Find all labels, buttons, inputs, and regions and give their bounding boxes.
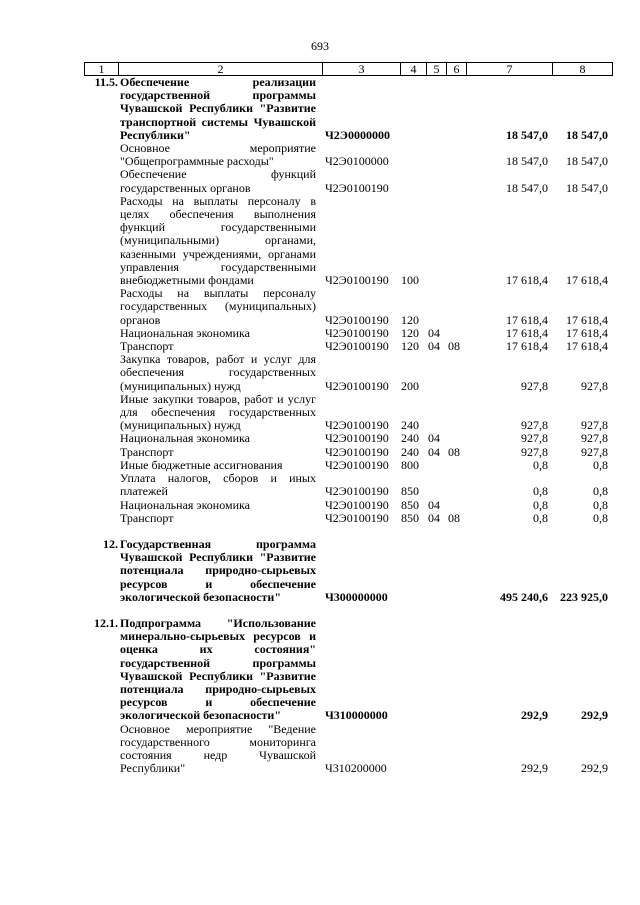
row-name: Обеспечение реализации государственной программы Чувашской Республики "Развитие транспортной системы Чувашской Республики" bbox=[120, 75, 316, 142]
row-name: Государственная программа Чувашской Республики "Развитие потенциала природно-сырьевых ресурсов и обеспечение экологической безопасности" bbox=[120, 536, 316, 604]
row-amount-year-2: 0,8 bbox=[593, 497, 608, 512]
row-name: Основное мероприятие "Ведение государственного мониторинга состояния недр Чувашской Республики" bbox=[120, 721, 316, 776]
row-name: Расходы на выплаты персоналу государственных (муниципальных) органов bbox=[120, 286, 316, 327]
row-section: 04 bbox=[428, 325, 440, 340]
column-header-1: 1 bbox=[85, 63, 119, 76]
row-amount-year-1: 495 240,6 bbox=[500, 589, 548, 604]
table-row bbox=[0, 76, 640, 142]
row-amount-year-1: 927,8 bbox=[521, 418, 548, 433]
row-amount-year-2: 292,9 bbox=[581, 761, 608, 776]
table-row bbox=[0, 446, 640, 459]
row-amount-year-1: 927,8 bbox=[521, 431, 548, 446]
row-section: 04 bbox=[428, 431, 440, 446]
row-amount-year-1: 17 618,4 bbox=[506, 325, 548, 340]
row-expense-type: 800 bbox=[401, 457, 419, 472]
row-subsection: 08 bbox=[448, 339, 460, 354]
row-number: 11.5. bbox=[94, 75, 118, 89]
column-header-row bbox=[85, 63, 613, 76]
row-section: 04 bbox=[428, 510, 440, 525]
row-amount-year-1: 18 547,0 bbox=[506, 180, 548, 195]
row-amount-year-2: 223 925,0 bbox=[560, 589, 608, 604]
row-expense-type: 200 bbox=[401, 378, 419, 393]
table-row bbox=[0, 195, 640, 287]
row-expense-type: 240 bbox=[401, 431, 419, 446]
row-amount-year-1: 292,9 bbox=[521, 761, 548, 776]
row-code: Ч2Э0100000 bbox=[325, 154, 389, 169]
row-amount-year-2: 17 618,4 bbox=[566, 312, 608, 327]
row-name: Национальная экономика bbox=[120, 497, 250, 512]
table-row bbox=[0, 432, 640, 445]
row-amount-year-1: 18 547,0 bbox=[506, 154, 548, 169]
table-row bbox=[0, 459, 640, 472]
row-subsection: 08 bbox=[448, 444, 460, 459]
row-expense-type: 850 bbox=[401, 510, 419, 525]
row-amount-year-2: 927,8 bbox=[581, 431, 608, 446]
row-code: Ч2Э0100190 bbox=[325, 510, 389, 525]
row-amount-year-2: 18 547,0 bbox=[566, 180, 608, 195]
row-name: Иные бюджетные ассигнования bbox=[120, 457, 283, 472]
row-expense-type: 240 bbox=[401, 418, 419, 433]
table-row bbox=[0, 340, 640, 353]
row-amount-year-1: 18 547,0 bbox=[506, 127, 548, 142]
spacer-row bbox=[0, 604, 640, 617]
row-code: Ч2Э0100190 bbox=[325, 457, 389, 472]
row-amount-year-2: 18 547,0 bbox=[566, 154, 608, 169]
row-code: Ч2Э0100190 bbox=[325, 339, 389, 354]
row-amount-year-1: 0,8 bbox=[533, 484, 548, 499]
row-name: Расходы на выплаты персоналу в целях обеспечения выполнения функций государственными (муниципальными) органами, казенными учреждениями, органами управления государственными внебюджетными фондами bbox=[120, 193, 316, 288]
row-name: Обеспечение функций государственных органов bbox=[120, 167, 316, 195]
row-section: 04 bbox=[428, 497, 440, 512]
row-amount-year-1: 927,8 bbox=[521, 378, 548, 393]
budget-table-body bbox=[0, 76, 640, 775]
row-amount-year-2: 927,8 bbox=[581, 378, 608, 393]
row-expense-type: 850 bbox=[401, 497, 419, 512]
row-code: Ч310200000 bbox=[325, 761, 387, 776]
row-expense-type: 120 bbox=[401, 312, 419, 327]
column-header-table bbox=[84, 62, 613, 76]
row-name: Национальная экономика bbox=[120, 431, 250, 446]
row-expense-type: 240 bbox=[401, 444, 419, 459]
row-code: Ч2Э0100190 bbox=[325, 431, 389, 446]
column-header-8: 8 bbox=[553, 63, 613, 76]
column-header-3: 3 bbox=[323, 63, 401, 76]
row-amount-year-2: 17 618,4 bbox=[566, 339, 608, 354]
table-row bbox=[0, 538, 640, 604]
row-code: Ч2Э0100190 bbox=[325, 180, 389, 195]
row-amount-year-1: 292,9 bbox=[521, 708, 548, 723]
column-header-7: 7 bbox=[467, 63, 553, 76]
row-code: Ч2Э0100190 bbox=[325, 497, 389, 512]
table-row bbox=[0, 142, 640, 168]
row-code: Ч2Э0100190 bbox=[325, 325, 389, 340]
table-row bbox=[0, 512, 640, 525]
row-number: 12.1. bbox=[94, 615, 118, 630]
table-row bbox=[0, 168, 640, 194]
table-row bbox=[0, 499, 640, 512]
row-amount-year-2: 292,9 bbox=[581, 708, 608, 723]
table-row bbox=[0, 723, 640, 776]
row-amount-year-2: 17 618,4 bbox=[566, 273, 608, 288]
row-expense-type: 100 bbox=[401, 273, 419, 288]
row-code: Ч2Э0000000 bbox=[325, 127, 390, 142]
spacer-row bbox=[0, 525, 640, 538]
row-expense-type: 120 bbox=[401, 325, 419, 340]
row-name: Основное мероприятие "Общепрограммные расходы" bbox=[120, 141, 316, 169]
row-section: 04 bbox=[428, 339, 440, 354]
row-amount-year-2: 17 618,4 bbox=[566, 325, 608, 340]
row-amount-year-2: 18 547,0 bbox=[566, 127, 608, 142]
row-expense-type: 120 bbox=[401, 339, 419, 354]
row-name: Закупка товаров, работ и услуг для обеспечения государственных (муниципальных) нужд bbox=[120, 352, 316, 393]
row-amount-year-2: 927,8 bbox=[581, 418, 608, 433]
row-name: Транспорт bbox=[120, 339, 174, 354]
row-amount-year-2: 0,8 bbox=[593, 510, 608, 525]
row-amount-year-2: 0,8 bbox=[593, 484, 608, 499]
row-expense-type: 850 bbox=[401, 484, 419, 499]
row-code: Ч2Э0100190 bbox=[325, 444, 389, 459]
page-number: 693 bbox=[311, 39, 329, 53]
row-code: Ч2Э0100190 bbox=[325, 484, 389, 499]
row-amount-year-2: 0,8 bbox=[593, 457, 608, 472]
row-name: Подпрограмма "Использование минерально-сырьевых ресурсов и оценка их состояния" государственной программы Чувашской Республики "Развитие потенциала природно-сырьевых ресурсов и обеспечение экологической безопасности" bbox=[120, 615, 316, 723]
row-code: Ч2Э0100190 bbox=[325, 418, 389, 433]
column-header-4: 4 bbox=[401, 63, 427, 76]
row-name: Транспорт bbox=[120, 510, 174, 525]
row-code: Ч310000000 bbox=[325, 708, 388, 723]
row-amount-year-1: 0,8 bbox=[533, 497, 548, 512]
column-header-5: 5 bbox=[427, 63, 447, 76]
row-section: 04 bbox=[428, 444, 440, 459]
row-amount-year-1: 0,8 bbox=[533, 457, 548, 472]
table-row bbox=[0, 472, 640, 498]
column-header-6: 6 bbox=[447, 63, 467, 76]
row-code: Ч300000000 bbox=[325, 589, 388, 604]
row-code: Ч2Э0100190 bbox=[325, 273, 389, 288]
table-row bbox=[0, 353, 640, 393]
row-name: Национальная экономика bbox=[120, 325, 250, 340]
table-row bbox=[0, 393, 640, 433]
row-name: Уплата налогов, сборов и иных платежей bbox=[120, 471, 316, 499]
row-amount-year-1: 17 618,4 bbox=[506, 339, 548, 354]
row-amount-year-1: 0,8 bbox=[533, 510, 548, 525]
column-header-2: 2 bbox=[119, 63, 323, 76]
row-name: Иные закупки товаров, работ и услуг для обеспечения государственных (муниципальных) нужд bbox=[120, 391, 316, 433]
row-amount-year-1: 927,8 bbox=[521, 444, 548, 459]
row-number: 12. bbox=[103, 536, 118, 551]
row-amount-year-1: 17 618,4 bbox=[506, 273, 548, 288]
row-amount-year-1: 17 618,4 bbox=[506, 312, 548, 327]
row-code: Ч2Э0100190 bbox=[325, 378, 389, 393]
row-name: Транспорт bbox=[120, 444, 174, 459]
row-code: Ч2Э0100190 bbox=[325, 312, 389, 327]
table-row bbox=[0, 617, 640, 723]
table-row bbox=[0, 287, 640, 327]
row-subsection: 08 bbox=[448, 510, 460, 525]
row-amount-year-2: 927,8 bbox=[581, 444, 608, 459]
